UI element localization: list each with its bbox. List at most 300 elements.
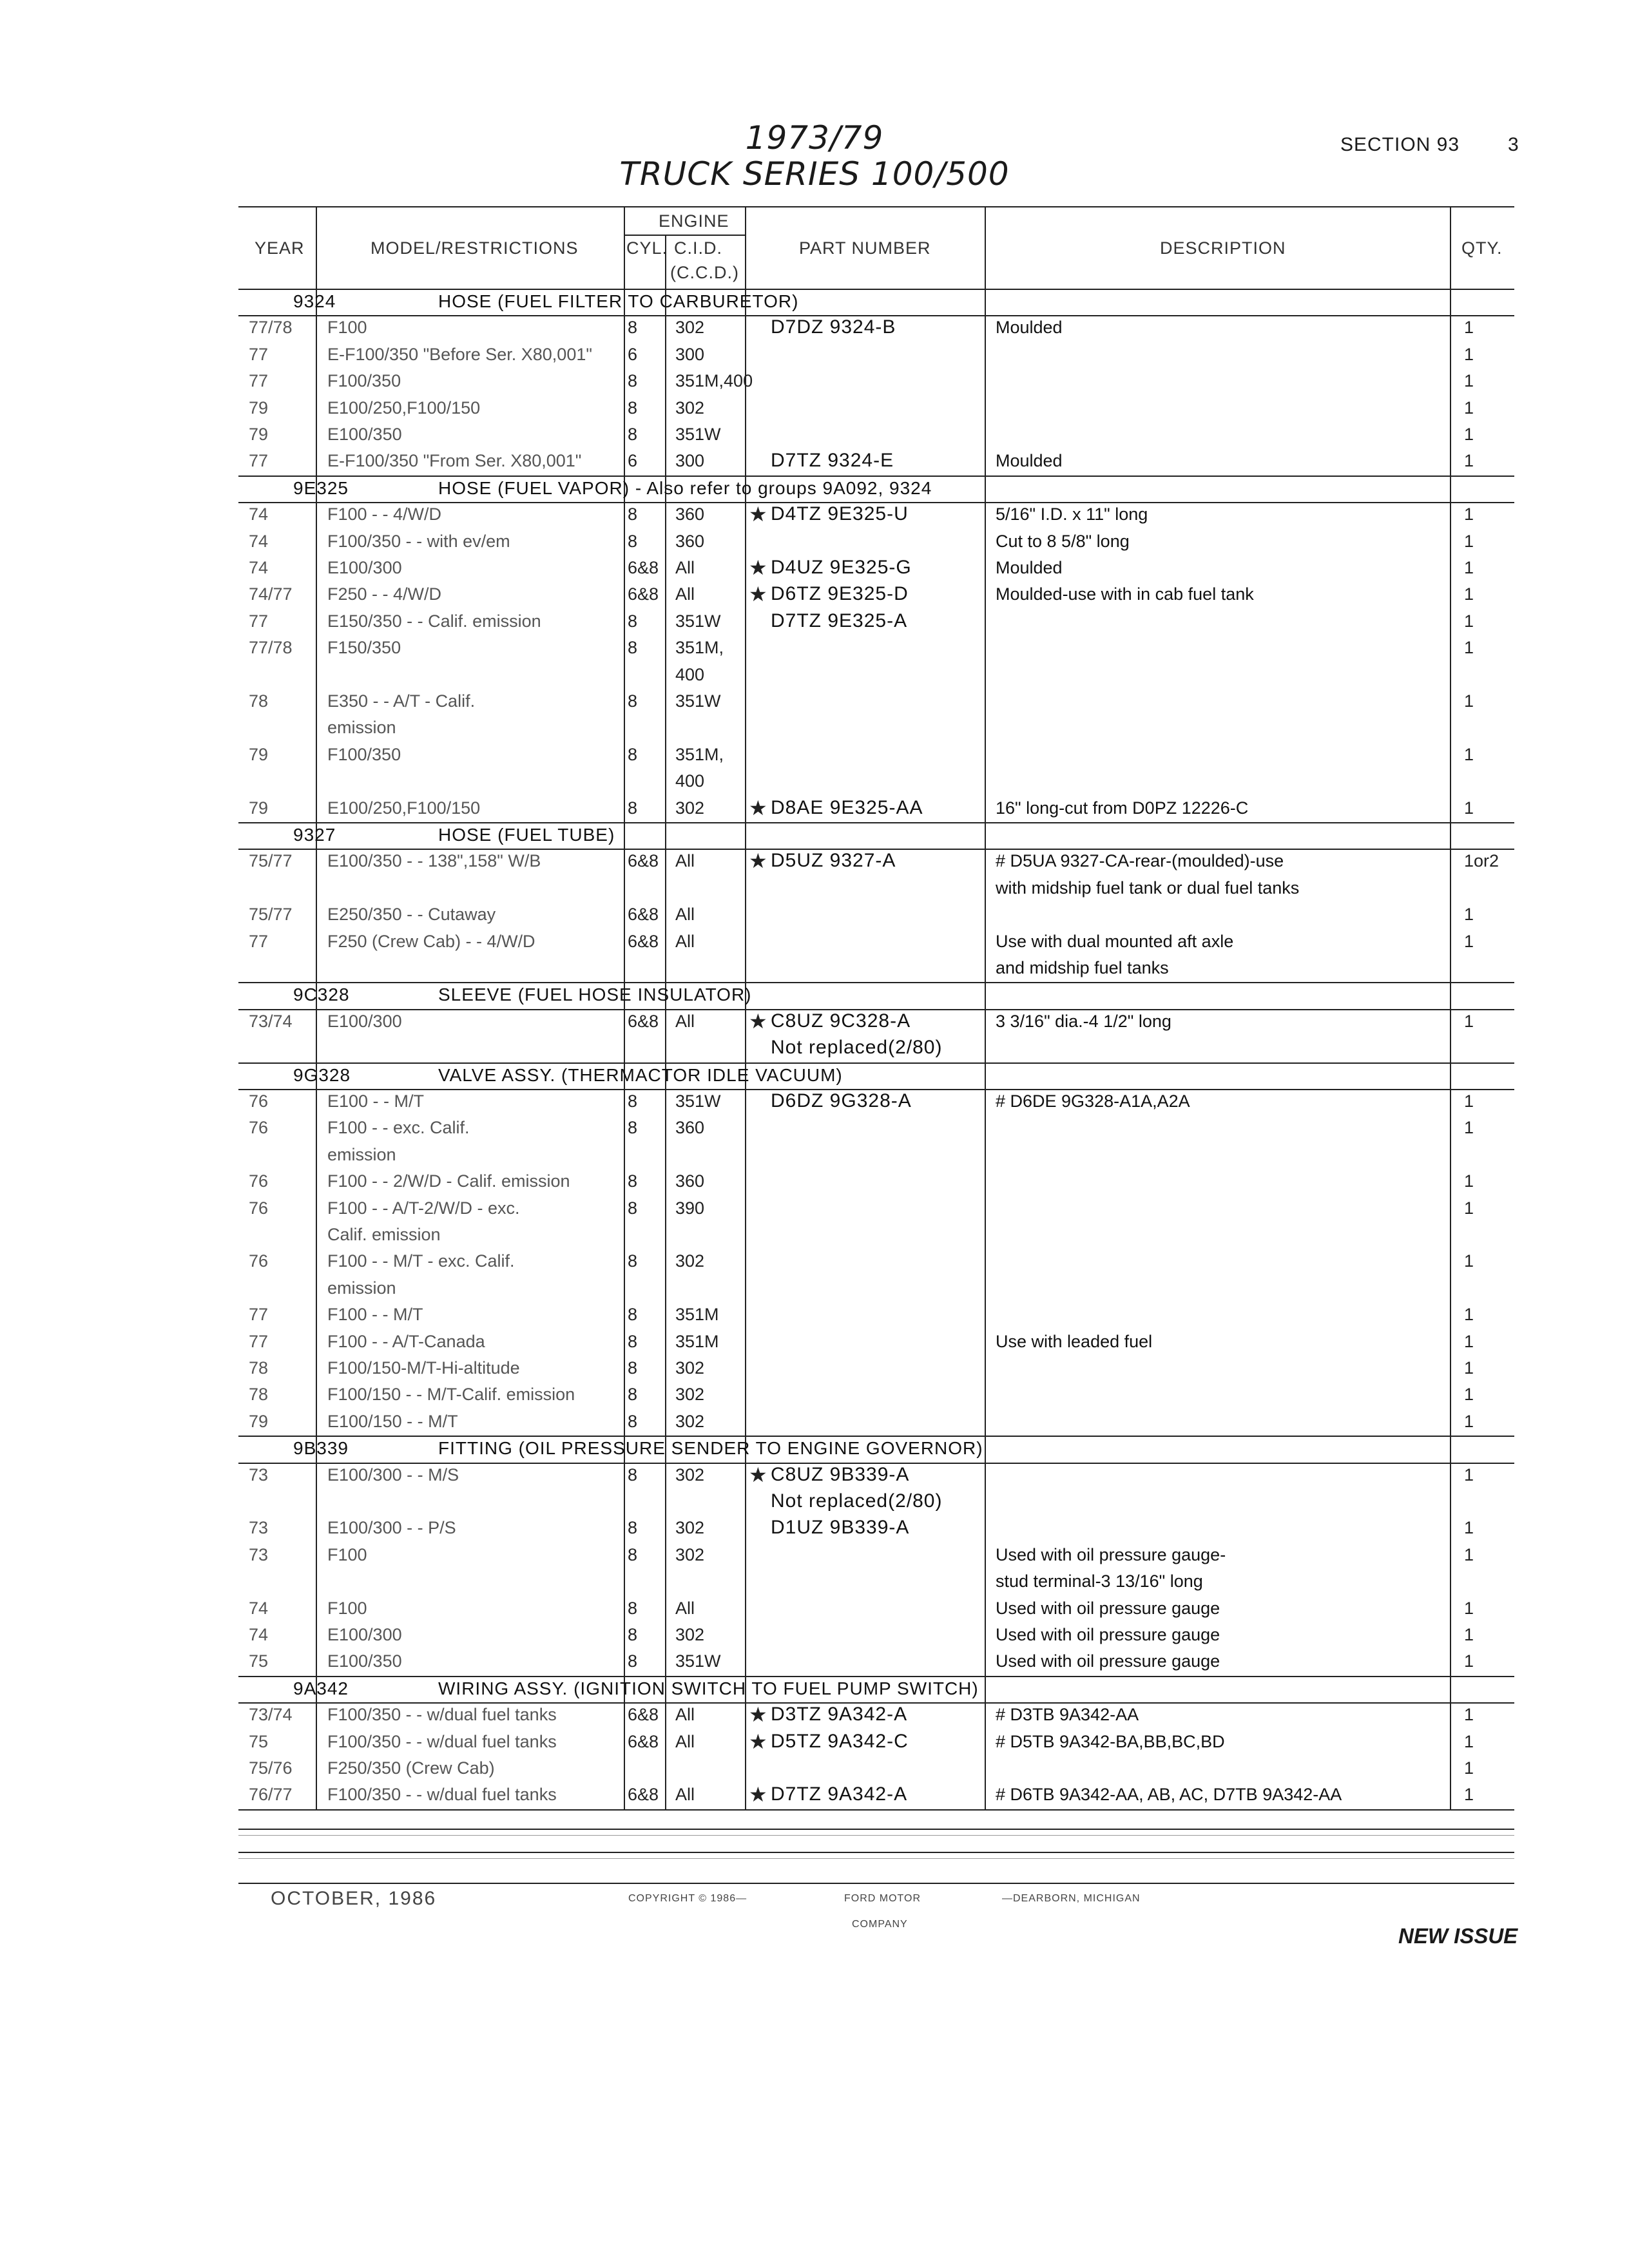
row-part-number: C8UZ 9B339-A [771, 1463, 910, 1485]
row-model: E350 - - A/T - Calif. [327, 691, 476, 711]
row-part-number: D1UZ 9B339-A [771, 1517, 910, 1539]
row-year: 79 [249, 744, 269, 764]
group-end-rule [238, 982, 1514, 983]
star-icon: ★ [749, 849, 767, 873]
row-year: 77 [249, 1331, 269, 1351]
row-description: Use with dual mounted aft axle [996, 931, 1234, 951]
row-model: E-F100/350 "Before Ser. X80,001" [327, 344, 592, 364]
row-year: 77 [249, 1305, 269, 1325]
row-cyl: 6&8 [628, 1785, 659, 1805]
row-cyl: 8 [628, 531, 638, 551]
footer-copyright: COPYRIGHT © 1986— [628, 1893, 747, 1904]
row-qty: 1 [1464, 1465, 1474, 1485]
star-icon: ★ [749, 1703, 767, 1727]
row-description: # D3TB 9A342-AA [996, 1705, 1139, 1725]
row-model: E100/300 [327, 1625, 402, 1644]
row-cid: 360 [675, 505, 705, 524]
row-year: 75/77 [249, 905, 293, 925]
row-qty: 1 [1464, 558, 1474, 577]
row-model: E100 - - M/T [327, 1091, 425, 1111]
row-qty: 1 [1464, 344, 1474, 364]
row-cyl: 8 [628, 1198, 638, 1218]
row-qty: 1 [1464, 1358, 1474, 1378]
row-qty: 1 [1464, 1625, 1474, 1644]
row-model: emission [327, 718, 396, 738]
table-blank-rule-2 [238, 1852, 1514, 1853]
row-year: 77 [249, 611, 269, 631]
row-cid: 360 [675, 531, 705, 551]
group-number: 9C328 [293, 985, 350, 1005]
row-model: emission [327, 1278, 396, 1298]
footer-rule-3 [238, 1883, 1514, 1884]
row-part-number: D4TZ 9E325-U [771, 503, 909, 525]
group-end-rule [238, 476, 1514, 477]
row-model: F250 (Crew Cab) - - 4/W/D [327, 931, 535, 951]
row-description: 5/16" I.D. x 11" long [996, 505, 1148, 524]
row-qty: 1 [1464, 1331, 1474, 1351]
row-description: # D6TB 9A342-AA, AB, AC, D7TB 9A342-AA [996, 1785, 1342, 1805]
row-part-number: D6DZ 9G328-A [771, 1090, 912, 1111]
row-cyl: 8 [628, 1411, 638, 1431]
group-number: 9324 [293, 291, 336, 311]
row-cid: 302 [675, 1385, 705, 1405]
row-cyl: 8 [628, 1385, 638, 1405]
row-cyl: 6&8 [628, 1705, 659, 1725]
row-qty: 1 [1464, 1785, 1474, 1805]
row-cid: 302 [675, 318, 705, 338]
row-model: F100 - - A/T-2/W/D - exc. [327, 1198, 520, 1218]
col-header-part-number: PART NUMBER [799, 238, 931, 258]
row-year: 79 [249, 425, 269, 444]
column-divider [624, 206, 625, 1809]
footer-rule-2 [238, 1858, 1514, 1859]
row-cid: 351W [675, 611, 721, 631]
row-year: 77/78 [249, 638, 293, 658]
table-header-rule [238, 289, 1514, 290]
group-name: VALVE ASSY. (THERMACTOR IDLE VACUUM) [438, 1064, 843, 1085]
group-end-rule [238, 1436, 1514, 1437]
footer-company-line1: FORD MOTOR [844, 1893, 921, 1904]
group-end-rule [238, 1676, 1514, 1677]
row-cyl: 6 [628, 451, 638, 471]
row-description: Used with oil pressure gauge [996, 1625, 1220, 1644]
row-description: Moulded [996, 318, 1063, 338]
footer-company-line2: COMPANY [852, 1919, 908, 1930]
row-year: 79 [249, 798, 269, 818]
col-header-engine: ENGINE [659, 211, 729, 231]
row-cid: 360 [675, 1118, 705, 1138]
row-qty: 1 [1464, 1385, 1474, 1405]
row-part-number: D7DZ 9324-B [771, 316, 896, 338]
row-cyl: 8 [628, 611, 638, 631]
column-divider [1450, 206, 1451, 1809]
col-header-description: DESCRIPTION [1160, 238, 1286, 258]
row-year: 74 [249, 505, 269, 524]
row-cid: 302 [675, 1465, 705, 1485]
star-icon: ★ [749, 1463, 767, 1486]
row-year: 74 [249, 1598, 269, 1618]
row-part-number: D7TZ 9E325-A [771, 610, 908, 631]
row-year: 79 [249, 1411, 269, 1431]
row-cyl: 6&8 [628, 905, 659, 925]
row-cid: 360 [675, 1171, 705, 1191]
row-cyl: 8 [628, 398, 638, 418]
row-qty: 1 [1464, 1091, 1474, 1111]
row-model: E100/250,F100/150 [327, 398, 481, 418]
row-model: F100/350 - - w/dual fuel tanks [327, 1785, 557, 1805]
row-year: 78 [249, 1358, 269, 1378]
row-cid: 351W [675, 691, 721, 711]
row-cid: 302 [675, 1411, 705, 1431]
row-model: E100/350 [327, 425, 402, 444]
row-year: 73 [249, 1465, 269, 1485]
row-cyl: 8 [628, 1331, 638, 1351]
row-model: F100/350 - - w/dual fuel tanks [327, 1705, 557, 1725]
row-cid: 302 [675, 1251, 705, 1271]
row-qty: 1 [1464, 1171, 1474, 1191]
row-cyl: 6&8 [628, 1731, 659, 1751]
row-model: E100/300 - - M/S [327, 1465, 459, 1485]
row-cid: 302 [675, 1518, 705, 1538]
table-blank-rule-1 [238, 1829, 1514, 1830]
row-cid: 302 [675, 1625, 705, 1644]
group-end-rule [238, 1809, 1514, 1811]
row-qty: 1 [1464, 531, 1474, 551]
col-header-cid: C.I.D. [674, 238, 723, 258]
row-model: E250/350 - - Cutaway [327, 905, 496, 925]
row-description: and midship fuel tanks [996, 958, 1169, 977]
footer-date: OCTOBER, 1986 [271, 1888, 437, 1909]
row-part-number: D3TZ 9A342-A [771, 1704, 908, 1725]
row-qty: 1 [1464, 1411, 1474, 1431]
row-cid: 300 [675, 344, 705, 364]
row-description: # D6DE 9G328-A1A,A2A [996, 1091, 1190, 1111]
star-icon: ★ [749, 796, 767, 820]
row-part-number: D7TZ 9A342-A [771, 1783, 908, 1805]
row-year: 74 [249, 531, 269, 551]
page-title-series: TRUCK SERIES 100/500 [619, 155, 1010, 193]
row-year: 77 [249, 371, 269, 391]
row-year: 75 [249, 1731, 269, 1751]
row-year: 76 [249, 1091, 269, 1111]
row-cid: 351W [675, 1091, 721, 1111]
row-model: F100/150 - - M/T-Calif. emission [327, 1385, 575, 1405]
row-year: 76/77 [249, 1785, 293, 1805]
row-description: Moulded [996, 451, 1063, 471]
row-qty: 1 [1464, 638, 1474, 658]
row-description: Moulded-use with in cab fuel tank [996, 584, 1254, 604]
row-model: F150/350 [327, 638, 401, 658]
row-qty: 1or2 [1464, 851, 1499, 871]
row-cid: 300 [675, 451, 705, 471]
row-year: 73/74 [249, 1705, 293, 1725]
row-description: # D5UA 9327-CA-rear-(moulded)-use [996, 851, 1284, 871]
row-cid: 302 [675, 798, 705, 818]
row-year: 76 [249, 1251, 269, 1271]
row-year: 76 [249, 1198, 269, 1218]
row-qty: 1 [1464, 931, 1474, 951]
row-qty: 1 [1464, 1518, 1474, 1538]
row-year: 77/78 [249, 318, 293, 338]
row-year: 73 [249, 1544, 269, 1564]
row-cyl: 8 [628, 1251, 638, 1271]
row-model: E100/300 [327, 558, 402, 577]
group-number: 9G328 [293, 1064, 351, 1085]
row-model: F100 [327, 1544, 367, 1564]
row-part-number: D8AE 9E325-AA [771, 796, 923, 818]
group-end-rule [238, 822, 1514, 823]
row-qty: 1 [1464, 371, 1474, 391]
star-icon: ★ [749, 582, 767, 606]
row-part-number: D5UZ 9327-A [771, 850, 896, 872]
new-issue-label: NEW ISSUE [1398, 1924, 1518, 1948]
row-model: F100 - - M/T - exc. Calif. [327, 1251, 515, 1271]
row-cid: 351W [675, 1651, 721, 1671]
row-cid: All [675, 931, 695, 951]
row-part-number: D4UZ 9E325-G [771, 557, 912, 578]
row-year: 75/76 [249, 1758, 293, 1778]
group-number: 9A342 [293, 1678, 349, 1698]
row-cyl: 8 [628, 1625, 638, 1644]
row-qty: 1 [1464, 1598, 1474, 1618]
row-qty: 1 [1464, 1544, 1474, 1564]
row-model: Calif. emission [327, 1225, 441, 1244]
row-description: Use with leaded fuel [996, 1331, 1153, 1351]
row-year: 79 [249, 398, 269, 418]
row-cyl: 6 [628, 344, 638, 364]
row-model: E100/300 - - P/S [327, 1518, 456, 1538]
row-qty: 1 [1464, 1705, 1474, 1725]
row-qty: 1 [1464, 1118, 1474, 1138]
row-qty: 1 [1464, 1651, 1474, 1671]
row-qty: 1 [1464, 611, 1474, 631]
row-cid: 390 [675, 1198, 705, 1218]
row-cid: All [675, 558, 695, 577]
group-number: 9327 [293, 825, 336, 845]
group-name: HOSE (FUEL FILTER TO CARBURETOR) [438, 291, 799, 311]
row-year: 74/77 [249, 584, 293, 604]
star-icon: ★ [749, 1009, 767, 1033]
row-cid: 302 [675, 1544, 705, 1564]
group-name: FITTING (OIL PRESSURE SENDER TO ENGINE GOVERNOR) [438, 1438, 983, 1459]
row-cyl: 6&8 [628, 558, 659, 577]
row-cid: 351M, [675, 744, 724, 764]
row-cyl: 8 [628, 798, 638, 818]
row-model: F100/350 [327, 371, 401, 391]
row-qty: 1 [1464, 798, 1474, 818]
row-year: 78 [249, 1385, 269, 1405]
row-cyl: 8 [628, 1171, 638, 1191]
row-cyl: 8 [628, 638, 638, 658]
row-cid: 400 [675, 771, 705, 791]
row-qty: 1 [1464, 744, 1474, 764]
row-part-number: C8UZ 9C328-A [771, 1010, 911, 1032]
group-end-rule [238, 1062, 1514, 1064]
row-cyl: 8 [628, 1091, 638, 1111]
row-model: F100/150-M/T-Hi-altitude [327, 1358, 520, 1378]
column-divider [985, 206, 986, 1809]
row-qty: 1 [1464, 905, 1474, 925]
row-qty: 1 [1464, 1305, 1474, 1325]
row-year: 76 [249, 1171, 269, 1191]
row-qty: 1 [1464, 1758, 1474, 1778]
row-model: E150/350 - - Calif. emission [327, 611, 541, 631]
row-cid: All [675, 1785, 695, 1805]
row-description: Moulded [996, 558, 1063, 577]
row-cid: All [675, 1598, 695, 1618]
row-model: F100 - - 4/W/D [327, 505, 442, 524]
row-description: stud terminal-3 13/16" long [996, 1571, 1203, 1591]
row-cid: All [675, 851, 695, 871]
row-description: Cut to 8 5/8" long [996, 531, 1130, 551]
row-model: F100/350 - - with ev/em [327, 531, 510, 551]
row-qty: 1 [1464, 451, 1474, 471]
row-cid: 400 [675, 664, 705, 684]
row-cyl: 6&8 [628, 584, 659, 604]
row-cid: All [675, 1011, 695, 1031]
engine-header-rule [624, 235, 745, 236]
row-part-number: D6TZ 9E325-D [771, 583, 909, 605]
col-header-ccd: (C.C.D.) [670, 263, 739, 282]
row-part-number: Not replaced(2/80) [771, 1490, 943, 1512]
row-model: E100/350 - - 138",158" W/B [327, 851, 541, 871]
row-model: F100 - - M/T [327, 1305, 423, 1325]
row-cid: 302 [675, 398, 705, 418]
row-qty: 1 [1464, 1731, 1474, 1751]
row-cyl: 6&8 [628, 851, 659, 871]
row-year: 76 [249, 1118, 269, 1138]
row-model: F100 - - A/T-Canada [327, 1331, 485, 1351]
row-year: 75/77 [249, 851, 293, 871]
row-description: 3 3/16" dia.-4 1/2" long [996, 1011, 1171, 1031]
row-description: Used with oil pressure gauge [996, 1651, 1220, 1671]
row-qty: 1 [1464, 318, 1474, 338]
row-cyl: 8 [628, 425, 638, 444]
row-cid: All [675, 584, 695, 604]
row-qty: 1 [1464, 584, 1474, 604]
row-cid: All [675, 1731, 695, 1751]
row-year: 73/74 [249, 1011, 293, 1031]
page-title-years: 1973/79 [745, 119, 884, 157]
row-part-number: D7TZ 9324-E [771, 450, 894, 472]
row-year: 73 [249, 1518, 269, 1538]
row-model: E100/250,F100/150 [327, 798, 481, 818]
page-number: 3 [1508, 134, 1519, 155]
group-name: HOSE (FUEL VAPOR) - Also refer to groups 9A092, 9324 [438, 477, 932, 498]
row-year: 77 [249, 451, 269, 471]
group-name: SLEEVE (FUEL HOSE INSULATOR) [438, 985, 752, 1005]
group-number: 9B339 [293, 1438, 349, 1459]
star-icon: ★ [749, 556, 767, 579]
row-cid: 351M, [675, 638, 724, 658]
row-cyl: 8 [628, 1598, 638, 1618]
col-header-model: MODEL/RESTRICTIONS [371, 238, 579, 258]
row-cid: 351M,400 [675, 371, 753, 391]
col-header-year: YEAR [255, 238, 305, 258]
row-model: F100 - - 2/W/D - Calif. emission [327, 1171, 570, 1191]
row-cyl: 6&8 [628, 931, 659, 951]
row-part-number: Not replaced(2/80) [771, 1037, 943, 1059]
star-icon: ★ [749, 1729, 767, 1753]
section-label: SECTION 93 [1340, 134, 1460, 155]
row-model: E-F100/350 "From Ser. X80,001" [327, 451, 582, 471]
row-cyl: 8 [628, 1544, 638, 1564]
row-description: Used with oil pressure gauge [996, 1598, 1220, 1618]
row-qty: 1 [1464, 1011, 1474, 1031]
row-year: 75 [249, 1651, 269, 1671]
row-qty: 1 [1464, 398, 1474, 418]
row-model: E100/350 [327, 1651, 402, 1671]
row-cid: 351M [675, 1331, 719, 1351]
row-cyl: 6&8 [628, 1011, 659, 1031]
row-cyl: 8 [628, 371, 638, 391]
row-cyl: 8 [628, 691, 638, 711]
table-top-rule [238, 206, 1514, 207]
group-name: HOSE (FUEL TUBE) [438, 825, 615, 845]
row-model: F250 - - 4/W/D [327, 584, 442, 604]
row-cyl: 8 [628, 1651, 638, 1671]
row-cid: 351W [675, 425, 721, 444]
star-icon: ★ [749, 1783, 767, 1807]
footer-location: —DEARBORN, MICHIGAN [1002, 1893, 1141, 1904]
row-year: 77 [249, 344, 269, 364]
row-qty: 1 [1464, 1251, 1474, 1271]
col-header-cyl: CYL. [626, 238, 668, 258]
row-cyl: 8 [628, 744, 638, 764]
row-year: 78 [249, 691, 269, 711]
row-description: with midship fuel tank or dual fuel tanks [996, 878, 1300, 898]
row-cyl: 8 [628, 505, 638, 524]
row-cyl: 8 [628, 1305, 638, 1325]
row-cyl: 8 [628, 318, 638, 338]
row-cyl: 8 [628, 1358, 638, 1378]
row-year: 74 [249, 1625, 269, 1644]
row-cyl: 8 [628, 1518, 638, 1538]
row-model: E100/150 - - M/T [327, 1411, 458, 1431]
row-qty: 1 [1464, 691, 1474, 711]
row-model: F100 [327, 318, 367, 338]
row-cyl: 8 [628, 1465, 638, 1485]
row-year: 74 [249, 558, 269, 577]
column-divider [665, 235, 666, 1809]
row-cid: 302 [675, 1358, 705, 1378]
group-number: 9E325 [293, 477, 349, 498]
col-header-qty: QTY. [1461, 238, 1503, 258]
row-model: F100/350 [327, 744, 401, 764]
column-divider [745, 206, 746, 1809]
row-model: F100/350 - - w/dual fuel tanks [327, 1731, 557, 1751]
row-model: F100 - - exc. Calif. [327, 1118, 470, 1138]
row-cyl: 8 [628, 1118, 638, 1138]
row-model: emission [327, 1144, 396, 1164]
row-model: F100 [327, 1598, 367, 1618]
row-cid: 351M [675, 1305, 719, 1325]
row-cid: All [675, 905, 695, 925]
row-part-number: D5TZ 9A342-C [771, 1730, 909, 1752]
star-icon: ★ [749, 503, 767, 526]
row-qty: 1 [1464, 505, 1474, 524]
row-description: # D5TB 9A342-BA,BB,BC,BD [996, 1731, 1225, 1751]
footer-rule-1 [238, 1835, 1514, 1836]
group-name: WIRING ASSY. (IGNITION SWITCH TO FUEL PUMP SWITCH) [438, 1678, 979, 1698]
column-divider [316, 206, 317, 1809]
row-model: F250/350 (Crew Cab) [327, 1758, 495, 1778]
row-description: 16" long-cut from D0PZ 12226-C [996, 798, 1249, 818]
row-model: E100/300 [327, 1011, 402, 1031]
row-qty: 1 [1464, 425, 1474, 444]
row-year: 77 [249, 931, 269, 951]
row-qty: 1 [1464, 1198, 1474, 1218]
